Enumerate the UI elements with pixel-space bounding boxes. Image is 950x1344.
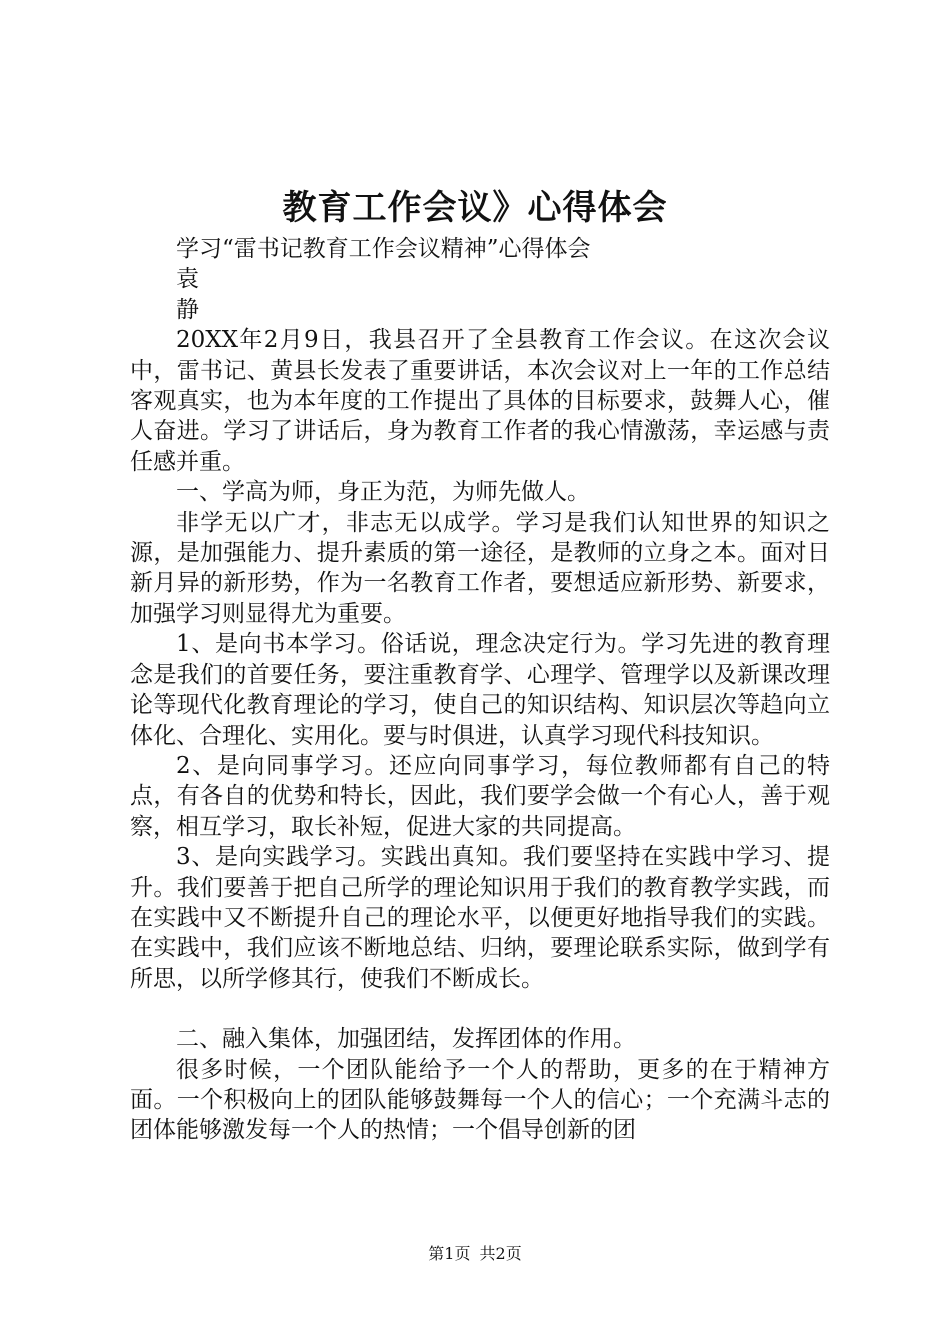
page-footer: 第1页 共2页: [428, 1244, 522, 1263]
author-given-name: 静: [176, 296, 199, 323]
body-paragraph: 很多时候，一个团队能给予一个人的帮助，更多的在于精神方面。一个积极向上的团队能够鼓舞每一个人的信心；一个充满斗志的团体能够激发每一个人的热情；一个倡导创新的团: [130, 1056, 830, 1144]
section-heading: 二、融入集体，加强团结，发挥团体的作用。: [176, 1026, 636, 1053]
document-body: [130, 234, 830, 1146]
author-surname: 袁: [176, 266, 199, 293]
subtitle-paragraph: 学习“雷书记教育工作会议精神”心得体会: [176, 236, 591, 262]
body-paragraph: 3、是向实践学习。实践出真知。我们要坚持在实践中学习、提升。我们要善于把自己所学的理论知识用于我们的教育教学实践，而在实践中又不断提升自己的理论水平，以便更好地指导我们的实践。在实践中，我们应该不断地总结、归纳，要理论联系实际，做到学有所思，以所学修其行，使我们不断成长。: [130, 844, 830, 992]
body-paragraph: 20XX年2月9日，我县召开了全县教育工作会议。在这次会议中，雷书记、黄县长发表了重要讲话，本次会议对上一年的工作总结客观真实，也为本年度的工作提出了具体的目标要求，鼓舞人心，催人奋进。学习了讲话后，身为教育工作者的我心情激荡，幸运感与责任感并重。: [130, 327, 830, 475]
body-paragraph: 2、是向同事学习。还应向同事学习，每位教师都有自己的特点，有各自的优势和特长，因此，我们要学会做一个有心人，善于观察，相互学习，取长补短，促进大家的共同提高。: [130, 752, 830, 840]
body-paragraph: 1、是向书本学习。俗话说，理念决定行为。学习先进的教育理念是我们的首要任务，要注重教育学、心理学、管理学以及新课改理论等现代化教育理论的学习，使自己的知识结构、知识层次等趋向立体化、合理化、实用化。要与时俱进，认真学习现代科技知识。: [130, 631, 830, 749]
document-title: 教育工作会议》心得体会: [282, 188, 668, 228]
body-paragraph: 非学无以广才，非志无以成学。学习是我们认知世界的知识之源，是加强能力、提升素质的第一途径，是教师的立身之本。面对日新月异的新形势，作为一名教育工作者，要想适应新形势、新要求，加强学习则显得尤为重要。: [130, 509, 830, 627]
section-heading: 一、学高为师，身正为范，为师先做人。: [176, 479, 590, 506]
